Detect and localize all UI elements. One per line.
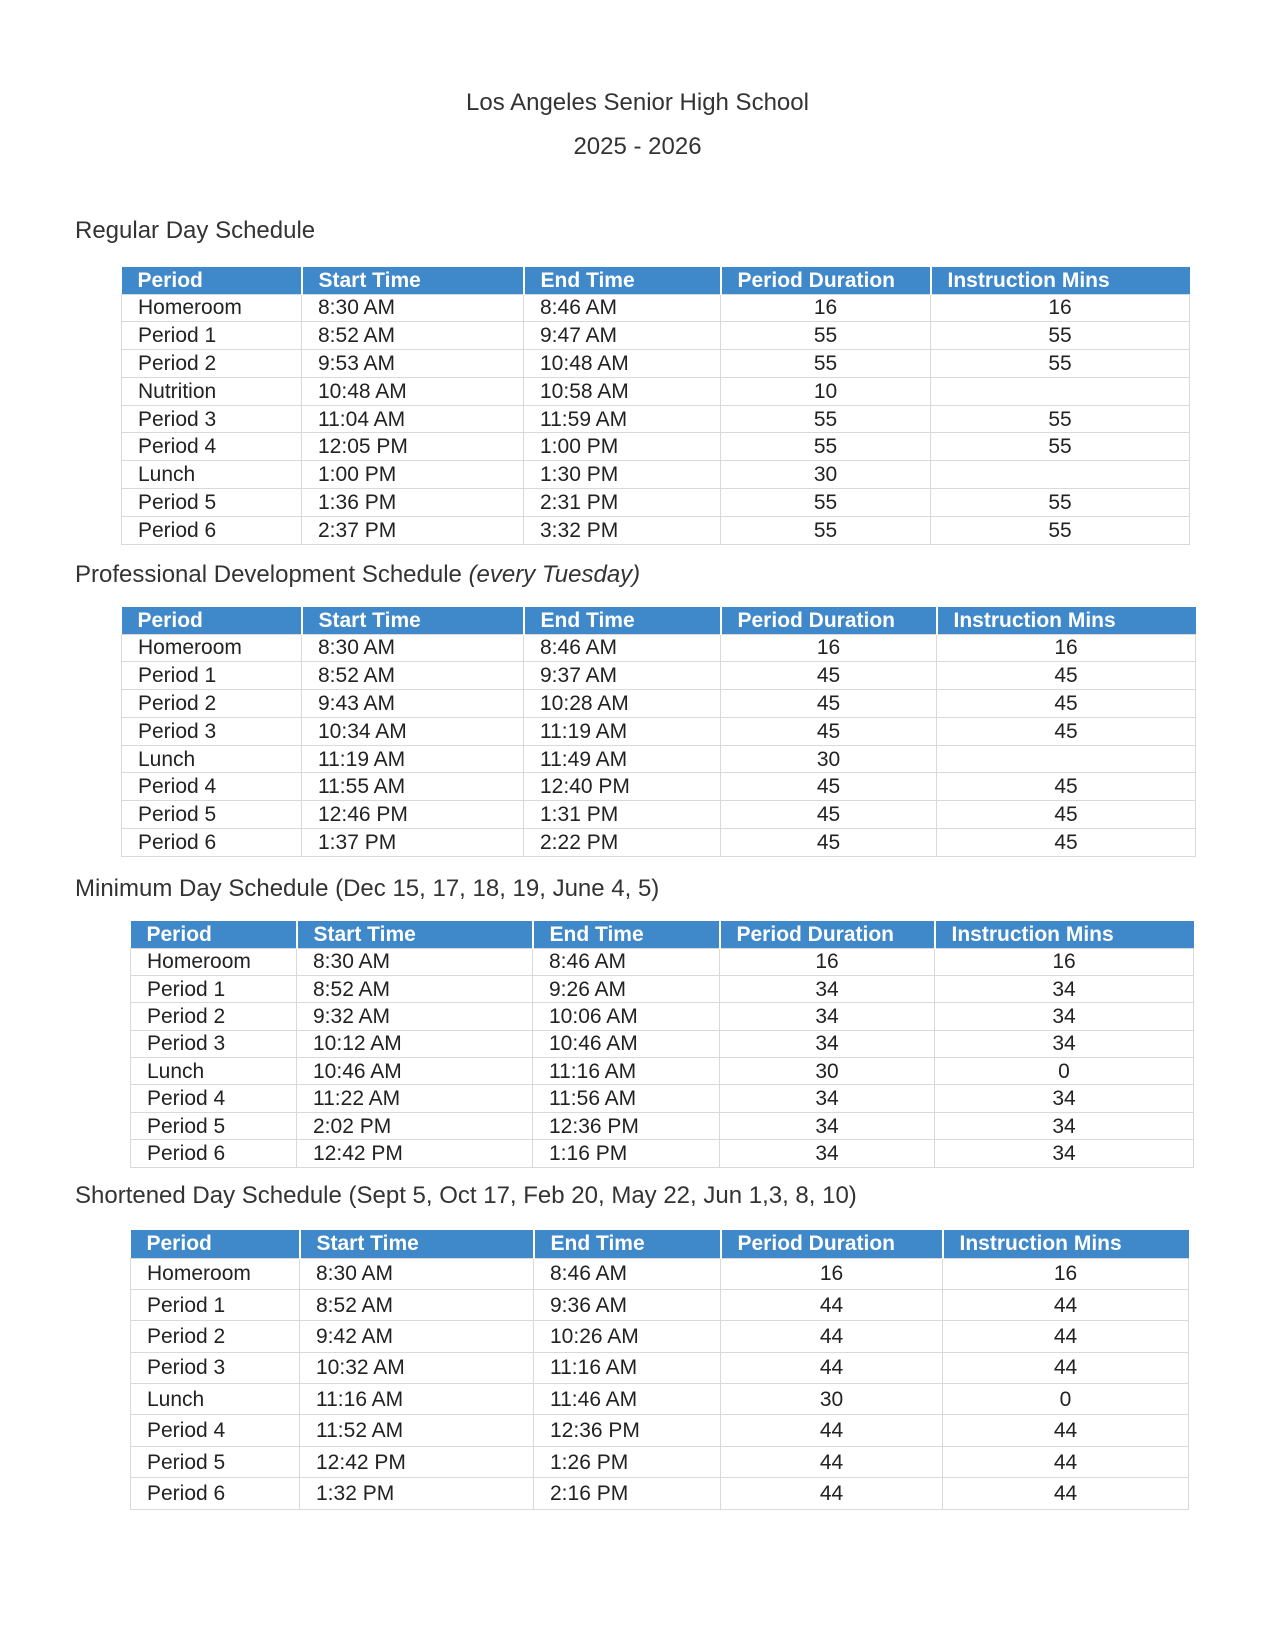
regular-row xyxy=(122,294,1190,322)
pd-row xyxy=(122,801,1196,829)
cell-start-time: 8:30 AM xyxy=(302,294,524,322)
regular-row xyxy=(122,516,1190,544)
cell-end-time: 11:59 AM xyxy=(524,405,721,433)
cell-start-time: 11:52 AM xyxy=(300,1415,534,1446)
cell-period-duration: 44 xyxy=(721,1289,943,1320)
shortened-row xyxy=(131,1321,1189,1352)
table-header-row xyxy=(131,1230,1189,1258)
shortened-row xyxy=(131,1289,1189,1320)
cell-period-duration: 16 xyxy=(721,1258,943,1289)
cell-end-time: 11:16 AM xyxy=(534,1352,721,1383)
column-header-start-time: Start Time xyxy=(300,1230,534,1258)
cell-start-time: 9:43 AM xyxy=(302,690,524,718)
pd-row xyxy=(122,662,1196,690)
regular-row xyxy=(122,405,1190,433)
cell-instruction-mins: 16 xyxy=(931,294,1190,322)
cell-period-duration: 55 xyxy=(721,350,931,378)
cell-instruction-mins: 44 xyxy=(943,1446,1189,1477)
cell-period: Period 3 xyxy=(131,1030,297,1057)
cell-period: Period 5 xyxy=(122,801,302,829)
cell-start-time: 1:37 PM xyxy=(302,829,524,857)
cell-instruction-mins: 55 xyxy=(931,489,1190,517)
pd-row xyxy=(122,717,1196,745)
cell-start-time: 8:52 AM xyxy=(297,975,533,1002)
minimum-schedule-title: Minimum Day Schedule (Dec 15, 17, 18, 19, June 4, 5) xyxy=(75,875,660,902)
cell-start-time: 8:30 AM xyxy=(300,1258,534,1289)
cell-start-time: 9:42 AM xyxy=(300,1321,534,1352)
school-year: 2025 - 2026 xyxy=(573,133,702,160)
cell-instruction-mins: 55 xyxy=(931,405,1190,433)
cell-period-duration: 30 xyxy=(721,461,931,489)
cell-start-time: 1:36 PM xyxy=(302,489,524,517)
cell-instruction-mins: 0 xyxy=(943,1384,1189,1415)
minimum-schedule-table xyxy=(130,921,1194,1168)
cell-start-time: 1:00 PM xyxy=(302,461,524,489)
cell-start-time: 8:52 AM xyxy=(302,322,524,350)
shortened-row xyxy=(131,1478,1189,1509)
regular-row xyxy=(122,322,1190,350)
column-header-instruction-mins: Instruction Mins xyxy=(943,1230,1189,1258)
cell-start-time: 11:19 AM xyxy=(302,745,524,773)
cell-end-time: 9:37 AM xyxy=(524,662,721,690)
cell-instruction-mins: 44 xyxy=(943,1415,1189,1446)
minimum-row xyxy=(131,1140,1194,1167)
cell-period: Period 4 xyxy=(122,773,302,801)
cell-instruction-mins xyxy=(931,461,1190,489)
pd-row xyxy=(122,745,1196,773)
cell-end-time: 11:19 AM xyxy=(524,717,721,745)
column-header-instruction-mins: Instruction Mins xyxy=(935,921,1194,948)
cell-start-time: 10:12 AM xyxy=(297,1030,533,1057)
cell-instruction-mins: 44 xyxy=(943,1321,1189,1352)
cell-end-time: 10:06 AM xyxy=(533,1003,720,1030)
cell-end-time: 2:31 PM xyxy=(524,489,721,517)
cell-period-duration: 55 xyxy=(721,433,931,461)
cell-end-time: 3:32 PM xyxy=(524,516,721,544)
cell-end-time: 1:30 PM xyxy=(524,461,721,489)
cell-period-duration: 30 xyxy=(721,1384,943,1415)
cell-start-time: 2:37 PM xyxy=(302,516,524,544)
shortened-schedule-heading xyxy=(75,1182,857,1210)
pd-row xyxy=(122,773,1196,801)
shortened-schedule-title: Shortened Day Schedule (Sept 5, Oct 17, Feb 20, May 22, Jun 1,3, 8, 10) xyxy=(75,1182,857,1209)
cell-period: Period 2 xyxy=(131,1321,300,1352)
column-header-period-duration: Period Duration xyxy=(721,267,931,294)
shortened-row xyxy=(131,1415,1189,1446)
cell-start-time: 2:02 PM xyxy=(297,1112,533,1139)
column-header-period: Period xyxy=(131,1230,300,1258)
column-header-period: Period xyxy=(122,267,302,294)
cell-period: Homeroom xyxy=(122,294,302,322)
cell-start-time: 10:32 AM xyxy=(300,1352,534,1383)
cell-period: Lunch xyxy=(122,745,302,773)
cell-instruction-mins: 45 xyxy=(937,690,1196,718)
cell-period-duration: 30 xyxy=(721,745,937,773)
cell-start-time: 9:53 AM xyxy=(302,350,524,378)
cell-start-time: 11:22 AM xyxy=(297,1085,533,1112)
cell-period: Period 5 xyxy=(122,489,302,517)
cell-period-duration: 55 xyxy=(721,322,931,350)
cell-end-time: 11:56 AM xyxy=(533,1085,720,1112)
cell-period-duration: 45 xyxy=(721,801,937,829)
regular-row xyxy=(122,433,1190,461)
cell-start-time: 10:48 AM xyxy=(302,377,524,405)
regular-row xyxy=(122,350,1190,378)
cell-period: Period 6 xyxy=(122,516,302,544)
cell-instruction-mins: 34 xyxy=(935,1112,1194,1139)
cell-end-time: 11:16 AM xyxy=(533,1058,720,1085)
cell-period-duration: 34 xyxy=(720,1085,935,1112)
cell-period: Period 1 xyxy=(131,1289,300,1320)
cell-period: Period 4 xyxy=(131,1085,297,1112)
cell-instruction-mins: 55 xyxy=(931,433,1190,461)
column-header-end-time: End Time xyxy=(534,1230,721,1258)
minimum-row xyxy=(131,1112,1194,1139)
cell-end-time: 8:46 AM xyxy=(524,294,721,322)
cell-period-duration: 45 xyxy=(721,829,937,857)
shortened-row xyxy=(131,1384,1189,1415)
column-header-period: Period xyxy=(131,921,297,948)
cell-end-time: 9:47 AM xyxy=(524,322,721,350)
cell-period: Period 1 xyxy=(131,975,297,1002)
cell-end-time: 10:58 AM xyxy=(524,377,721,405)
cell-period: Period 6 xyxy=(131,1140,297,1167)
cell-start-time: 9:32 AM xyxy=(297,1003,533,1030)
cell-period: Period 2 xyxy=(131,1003,297,1030)
table-header-row xyxy=(131,921,1194,948)
cell-period-duration: 45 xyxy=(721,662,937,690)
cell-instruction-mins: 45 xyxy=(937,662,1196,690)
cell-end-time: 9:26 AM xyxy=(533,975,720,1002)
regular-schedule-title: Regular Day Schedule xyxy=(75,217,316,244)
cell-period: Period 3 xyxy=(122,717,302,745)
cell-period-duration: 44 xyxy=(721,1415,943,1446)
column-header-start-time: Start Time xyxy=(297,921,533,948)
pd-schedule-table xyxy=(121,607,1196,857)
cell-instruction-mins: 0 xyxy=(935,1058,1194,1085)
cell-period-duration: 16 xyxy=(721,294,931,322)
cell-start-time: 1:32 PM xyxy=(300,1478,534,1509)
cell-end-time: 11:46 AM xyxy=(534,1384,721,1415)
cell-end-time: 12:36 PM xyxy=(533,1112,720,1139)
cell-period: Period 1 xyxy=(122,322,302,350)
regular-schedule-table xyxy=(121,267,1190,545)
cell-period-duration: 34 xyxy=(720,1003,935,1030)
cell-instruction-mins xyxy=(931,377,1190,405)
pd-row xyxy=(122,634,1196,662)
cell-end-time: 11:49 AM xyxy=(524,745,721,773)
cell-period: Nutrition xyxy=(122,377,302,405)
cell-instruction-mins: 16 xyxy=(943,1258,1189,1289)
cell-instruction-mins: 44 xyxy=(943,1289,1189,1320)
table-header-row xyxy=(122,267,1190,294)
cell-period: Homeroom xyxy=(122,634,302,662)
cell-instruction-mins: 44 xyxy=(943,1352,1189,1383)
cell-instruction-mins: 55 xyxy=(931,322,1190,350)
cell-end-time: 9:36 AM xyxy=(534,1289,721,1320)
column-header-end-time: End Time xyxy=(533,921,720,948)
column-header-period-duration: Period Duration xyxy=(720,921,935,948)
cell-end-time: 1:26 PM xyxy=(534,1446,721,1477)
cell-instruction-mins: 34 xyxy=(935,1003,1194,1030)
pd-schedule-heading xyxy=(75,561,640,589)
cell-period-duration: 16 xyxy=(721,634,937,662)
cell-start-time: 12:05 PM xyxy=(302,433,524,461)
cell-period: Period 2 xyxy=(122,350,302,378)
cell-period: Homeroom xyxy=(131,1258,300,1289)
cell-period: Period 6 xyxy=(131,1478,300,1509)
cell-period: Lunch xyxy=(122,461,302,489)
pd-row xyxy=(122,829,1196,857)
pd-row xyxy=(122,690,1196,718)
cell-period-duration: 44 xyxy=(721,1446,943,1477)
column-header-start-time: Start Time xyxy=(302,607,524,634)
shortened-row xyxy=(131,1352,1189,1383)
cell-period-duration: 34 xyxy=(720,975,935,1002)
cell-instruction-mins: 34 xyxy=(935,975,1194,1002)
cell-end-time: 10:46 AM xyxy=(533,1030,720,1057)
column-header-start-time: Start Time xyxy=(302,267,524,294)
cell-period-duration: 44 xyxy=(721,1478,943,1509)
cell-period-duration: 55 xyxy=(721,405,931,433)
cell-instruction-mins: 45 xyxy=(937,773,1196,801)
cell-period-duration: 30 xyxy=(720,1058,935,1085)
cell-instruction-mins: 16 xyxy=(937,634,1196,662)
cell-period-duration: 10 xyxy=(721,377,931,405)
cell-period: Period 5 xyxy=(131,1112,297,1139)
column-header-period-duration: Period Duration xyxy=(721,1230,943,1258)
cell-start-time: 12:42 PM xyxy=(300,1446,534,1477)
regular-row xyxy=(122,489,1190,517)
minimum-row xyxy=(131,1003,1194,1030)
cell-end-time: 1:00 PM xyxy=(524,433,721,461)
regular-row xyxy=(122,377,1190,405)
cell-period: Lunch xyxy=(131,1058,297,1085)
cell-period-duration: 45 xyxy=(721,690,937,718)
cell-period: Period 3 xyxy=(122,405,302,433)
cell-start-time: 11:04 AM xyxy=(302,405,524,433)
cell-instruction-mins: 34 xyxy=(935,1030,1194,1057)
minimum-row xyxy=(131,948,1194,975)
cell-end-time: 1:31 PM xyxy=(524,801,721,829)
cell-period: Lunch xyxy=(131,1384,300,1415)
cell-instruction-mins: 34 xyxy=(935,1085,1194,1112)
cell-period-duration: 55 xyxy=(721,516,931,544)
cell-period: Period 1 xyxy=(122,662,302,690)
cell-end-time: 10:26 AM xyxy=(534,1321,721,1352)
cell-end-time: 10:28 AM xyxy=(524,690,721,718)
cell-start-time: 8:30 AM xyxy=(302,634,524,662)
cell-instruction-mins: 34 xyxy=(935,1140,1194,1167)
cell-start-time: 12:46 PM xyxy=(302,801,524,829)
cell-instruction-mins: 44 xyxy=(943,1478,1189,1509)
column-header-end-time: End Time xyxy=(524,607,721,634)
column-header-instruction-mins: Instruction Mins xyxy=(931,267,1190,294)
cell-end-time: 2:16 PM xyxy=(534,1478,721,1509)
cell-start-time: 11:55 AM xyxy=(302,773,524,801)
cell-instruction-mins: 45 xyxy=(937,717,1196,745)
cell-end-time: 1:16 PM xyxy=(533,1140,720,1167)
cell-start-time: 10:46 AM xyxy=(297,1058,533,1085)
table-header-row xyxy=(122,607,1196,634)
cell-period: Period 4 xyxy=(131,1415,300,1446)
minimum-schedule-heading xyxy=(75,875,659,903)
column-header-end-time: End Time xyxy=(524,267,721,294)
cell-period: Period 4 xyxy=(122,433,302,461)
cell-end-time: 12:36 PM xyxy=(534,1415,721,1446)
cell-instruction-mins: 55 xyxy=(931,516,1190,544)
cell-period: Period 2 xyxy=(122,690,302,718)
column-header-period: Period xyxy=(122,607,302,634)
column-header-period-duration: Period Duration xyxy=(721,607,937,634)
cell-end-time: 8:46 AM xyxy=(524,634,721,662)
cell-instruction-mins: 55 xyxy=(931,350,1190,378)
cell-period-duration: 45 xyxy=(721,717,937,745)
cell-period-duration: 44 xyxy=(721,1321,943,1352)
cell-end-time: 8:46 AM xyxy=(534,1258,721,1289)
cell-period-duration: 44 xyxy=(721,1352,943,1383)
cell-start-time: 8:52 AM xyxy=(300,1289,534,1320)
cell-start-time: 12:42 PM xyxy=(297,1140,533,1167)
minimum-row xyxy=(131,1058,1194,1085)
minimum-row xyxy=(131,1085,1194,1112)
cell-end-time: 12:40 PM xyxy=(524,773,721,801)
cell-period-duration: 34 xyxy=(720,1030,935,1057)
cell-period: Period 3 xyxy=(131,1352,300,1383)
cell-period-duration: 34 xyxy=(720,1140,935,1167)
regular-schedule-heading xyxy=(75,217,315,245)
cell-instruction-mins xyxy=(937,745,1196,773)
regular-row xyxy=(122,461,1190,489)
cell-start-time: 8:30 AM xyxy=(297,948,533,975)
cell-period: Period 5 xyxy=(131,1446,300,1477)
cell-start-time: 8:52 AM xyxy=(302,662,524,690)
minimum-row xyxy=(131,1030,1194,1057)
cell-start-time: 11:16 AM xyxy=(300,1384,534,1415)
shortened-schedule-table xyxy=(130,1230,1189,1510)
cell-instruction-mins: 45 xyxy=(937,829,1196,857)
cell-period-duration: 34 xyxy=(720,1112,935,1139)
cell-period-duration: 16 xyxy=(720,948,935,975)
school-name: Los Angeles Senior High School xyxy=(466,89,809,116)
pd-schedule-note: (every Tuesday) xyxy=(468,561,641,588)
column-header-instruction-mins: Instruction Mins xyxy=(937,607,1196,634)
cell-period: Homeroom xyxy=(131,948,297,975)
cell-start-time: 10:34 AM xyxy=(302,717,524,745)
minimum-row xyxy=(131,975,1194,1002)
cell-end-time: 2:22 PM xyxy=(524,829,721,857)
cell-instruction-mins: 16 xyxy=(935,948,1194,975)
cell-end-time: 10:48 AM xyxy=(524,350,721,378)
pd-schedule-title: Professional Development Schedule xyxy=(75,561,469,588)
cell-period-duration: 55 xyxy=(721,489,931,517)
shortened-row xyxy=(131,1258,1189,1289)
cell-period: Period 6 xyxy=(122,829,302,857)
cell-instruction-mins: 45 xyxy=(937,801,1196,829)
shortened-row xyxy=(131,1446,1189,1477)
cell-end-time: 8:46 AM xyxy=(533,948,720,975)
cell-period-duration: 45 xyxy=(721,773,937,801)
